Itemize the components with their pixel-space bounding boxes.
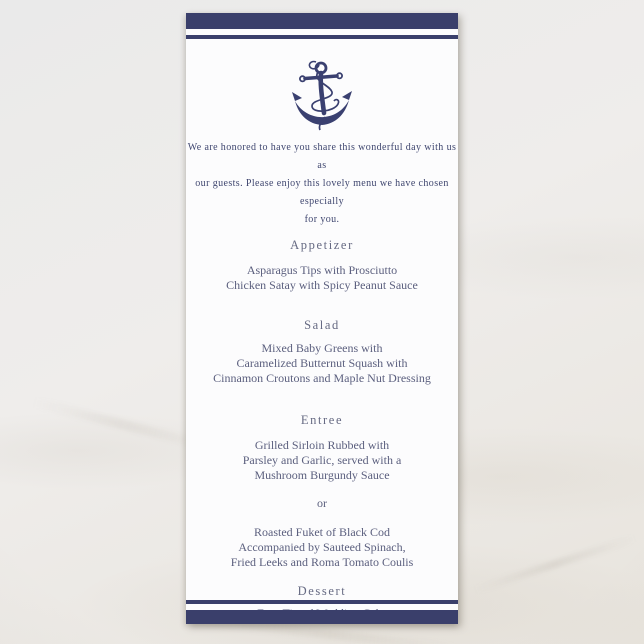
bottom-navy-band bbox=[186, 610, 458, 624]
marble-vein bbox=[473, 534, 637, 594]
anchor-icon bbox=[186, 59, 458, 131]
menu-item: Caramelized Butternut Squash with bbox=[236, 356, 408, 370]
bottom-navy-rule bbox=[186, 600, 458, 604]
menu-section-entree bbox=[186, 412, 458, 570]
menu-section-salad bbox=[186, 317, 458, 386]
menu-item: Grilled Sirloin Rubbed with bbox=[254, 438, 390, 452]
intro-line: We are honored to have you share this wonderful day with us as bbox=[187, 142, 457, 171]
intro-line: our guests. Please enjoy this lovely menu we have chosen especially bbox=[195, 178, 449, 207]
menu-item: Accompanied by Sauteed Spinach, bbox=[238, 540, 406, 554]
section-heading: Dessert bbox=[297, 584, 347, 598]
menu-item: Mushroom Burgundy Sauce bbox=[254, 468, 390, 482]
section-heading: Entree bbox=[300, 413, 344, 427]
menu-item: Asparagus Tips with Prosciutto bbox=[246, 263, 398, 277]
menu-item: Parsley and Garlic, served with a bbox=[242, 453, 402, 467]
or-separator: or bbox=[317, 496, 327, 510]
top-navy-rule bbox=[186, 35, 458, 39]
section-heading: Salad bbox=[304, 318, 340, 332]
top-navy-band bbox=[186, 13, 458, 29]
menu-item: Cinnamon Croutons and Maple Nut Dressing bbox=[213, 371, 431, 385]
intro-line: for you. bbox=[304, 214, 340, 225]
intro-text bbox=[186, 139, 458, 229]
menu-section-appetizer bbox=[186, 237, 458, 293]
menu-item: Mixed Baby Greens with bbox=[261, 341, 383, 355]
menu-item: Fried Leeks and Roma Tomato Coulis bbox=[230, 555, 414, 569]
menu-item: Chicken Satay with Spicy Peanut Sauce bbox=[226, 278, 418, 292]
menu-item: Roasted Fuket of Black Cod bbox=[254, 525, 390, 539]
wedding-menu-card bbox=[186, 13, 458, 624]
section-heading: Appetizer bbox=[290, 238, 354, 252]
